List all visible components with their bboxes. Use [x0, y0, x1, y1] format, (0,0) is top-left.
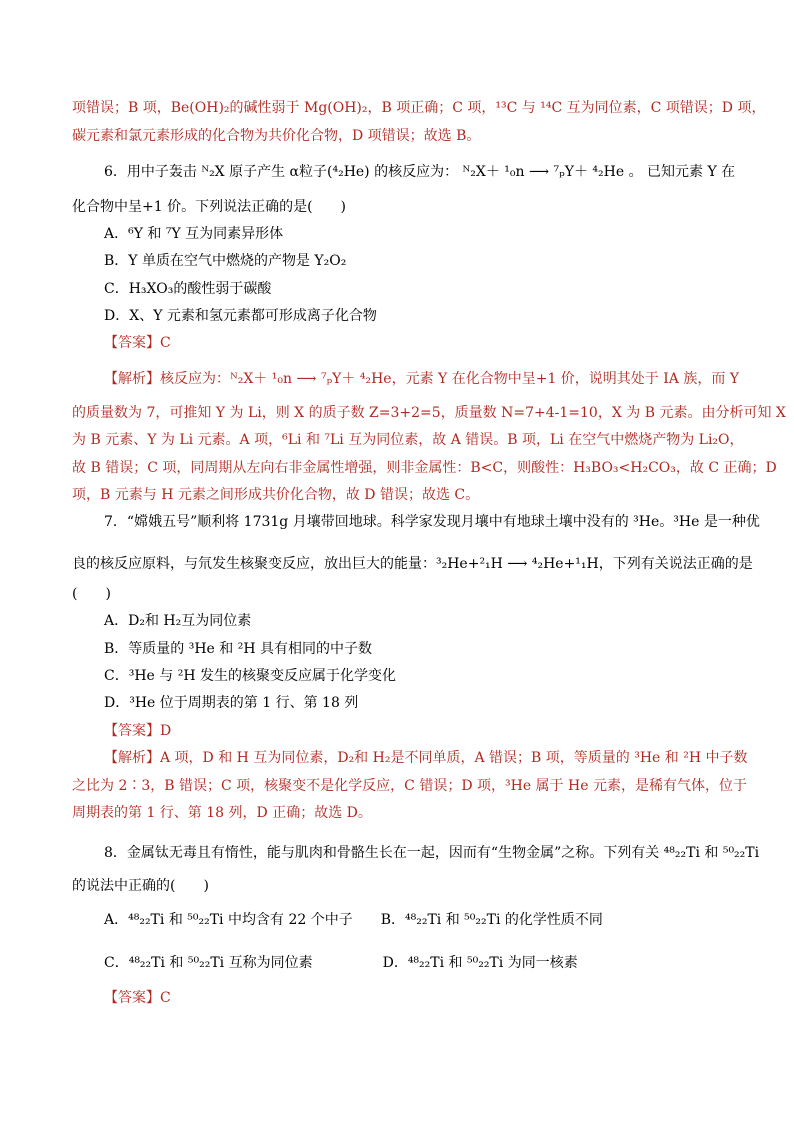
option-d: D．X、Y 元素和氢元素都可形成离子化合物	[104, 308, 377, 324]
explanation: 【解析】A 项，D 和 H 互为同位素，D₂和 H₂是不同单质，A 错误；B 项，等质量的 ³He 和 ²H 中子数	[104, 750, 748, 766]
explanation-line: 为 B 元素、Y 为 Li 元素。A 项，⁶Li 和 ⁷Li 互为同位素，故 A 错误。B 项，Li 在空气中燃烧产物为 Li₂O，	[72, 432, 744, 448]
question-8: 8．金属钛无毒且有惰性，能与肌肉和骨骼生长在一起，因而有“生物金属”之称。下列有关 ⁴⁸₂₂Ti 和 ⁵⁰₂₂Ti	[104, 845, 760, 861]
option-d: D．³He 位于周期表的第 1 行、第 18 列	[104, 695, 359, 711]
option-a: A．⁶Y 和 ⁷Y 互为同素异形体	[104, 226, 284, 242]
question-6: 6．用中子轰击 ᴺ₂X 原子产生 α粒子(⁴₂He) 的核反应为： ᴺ₂X＋ ¹₀n ⟶ ⁷ₚY＋ ⁴₂He 。 已知元素 Y 在	[104, 164, 736, 180]
explanation-line: 项，B 元素与 H 元素之间形成共价化合物，故 D 错误；故选 C。	[72, 487, 480, 503]
option-c: C．³He 与 ²H 发生的核聚变反应属于化学变化	[104, 668, 396, 684]
option-b: B．等质量的 ³He 和 ²H 具有相同的中子数	[104, 641, 373, 657]
option-b: B．Y 单质在空气中燃烧的产物是 Y₂O₂	[104, 253, 347, 269]
explanation: 【解析】核反应为：ᴺ₂X＋ ¹₀n ⟶ ⁷ₚY＋ ⁴₂He，元素 Y 在化合物中呈+1 价，说明其处于 IA 族，而 Y	[104, 371, 740, 387]
explanation-line: 故 B 错误；C 项，同周期从左向右非金属性增强，则非金属性：B<C，则酸性：H₃BO₃<H₂CO₃，故 C 正确；D	[72, 460, 777, 476]
explanation-line: 的质量数为 7，可推知 Y 为 Li，则 X 的质子数 Z=3+2=5，质量数 N=7+4-1=10，X 为 B 元素。由分析可知 X	[72, 405, 786, 421]
question-6-cont: 化合物中呈+1 价。下列说法正确的是( )	[72, 199, 347, 215]
question-8-cont: 的说法中正确的( )	[72, 878, 209, 894]
question-7-cont: ( )	[72, 586, 111, 602]
text-line: 项错误；B 项，Be(OH)₂的碱性弱于 Mg(OH)₂，B 项正确；C 项，¹³C 与 ¹⁴C 互为同位素，C 项错误；D 项，	[72, 100, 766, 116]
explanation-line: 之比为 2∶3，B 错误；C 项，核聚变不是化学反应，C 错误；D 项，³He 属于 He 元素，是稀有气体，位于	[72, 778, 747, 794]
text-line: 碳元素和氯元素形成的化合物为共价化合物，D 项错误；故选 B。	[72, 128, 481, 144]
option-a: A．D₂和 H₂互为同位素	[104, 613, 252, 629]
question-7: 7．“嫦娥五号”顺利将 1731g 月壤带回地球。科学家发现月壤中有地球土壤中没有的 ³He。³He 是一种优	[104, 514, 760, 530]
answer: 【答案】D	[104, 723, 172, 739]
question-7-cont: 良的核反应原料，与氘发生核聚变反应，放出巨大的能量：³₂He+²₁H ⟶ ⁴₂He+¹₁H，下列有关说法正确的是	[72, 556, 753, 572]
explanation-line: 周期表的第 1 行、第 18 列，D 正确；故选 D。	[72, 805, 372, 821]
answer: 【答案】C	[104, 335, 171, 351]
options-c-d: C．⁴⁸₂₂Ti 和 ⁵⁰₂₂Ti 互称为同位素 D．⁴⁸₂₂Ti 和 ⁵⁰₂₂Ti 为同一核素	[104, 955, 578, 971]
answer: 【答案】C	[104, 990, 171, 1006]
option-c: C．H₃XO₃的酸性弱于碳酸	[104, 281, 272, 297]
options-a-b: A．⁴⁸₂₂Ti 和 ⁵⁰₂₂Ti 中均含有 22 个中子 B．⁴⁸₂₂Ti 和 ⁵⁰₂₂Ti 的化学性质不同	[104, 912, 603, 928]
